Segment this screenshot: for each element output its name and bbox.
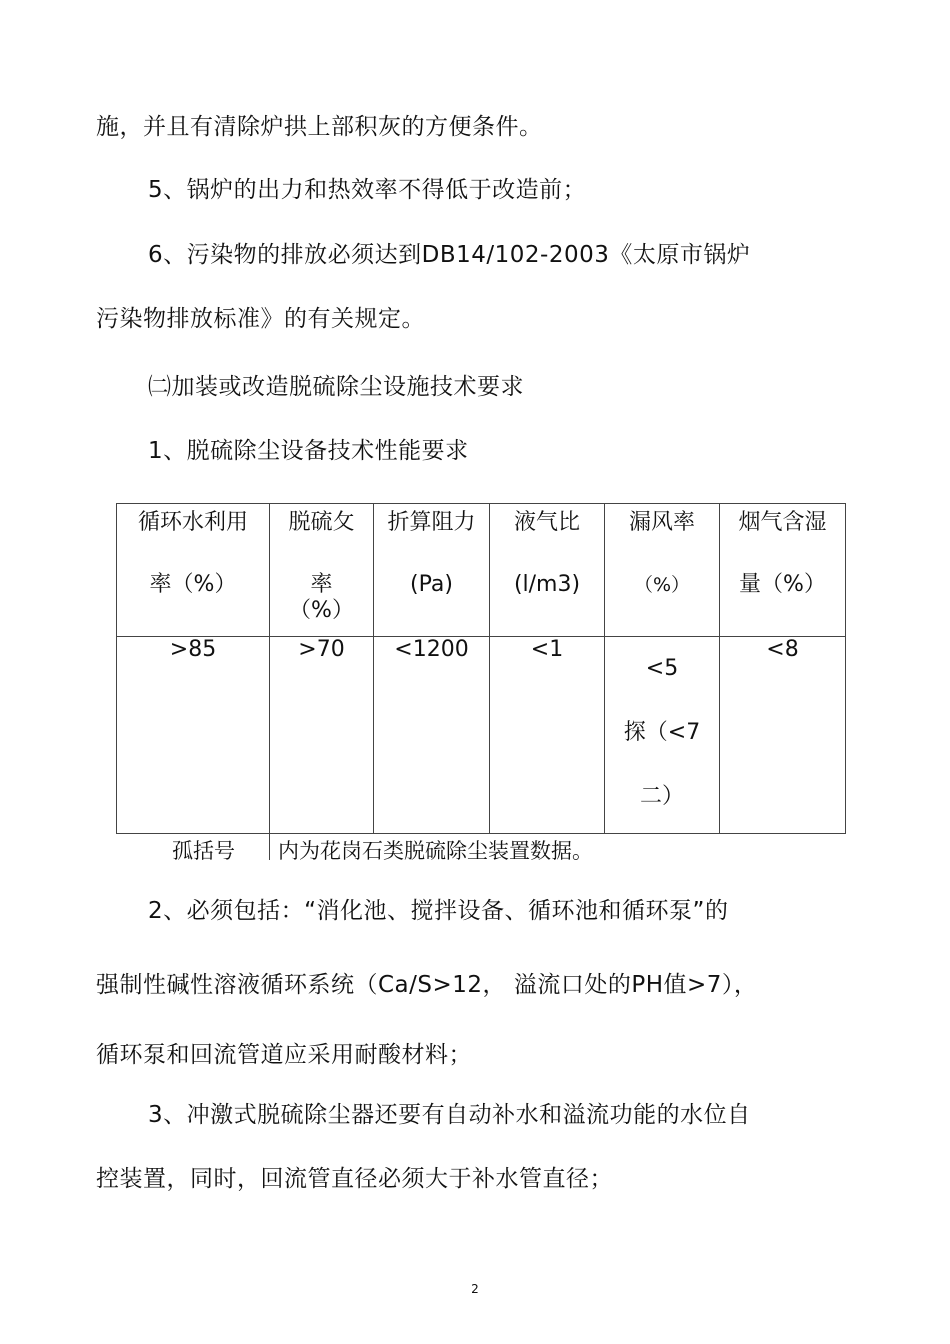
subsection-heading: 1、脱硫除尘设备技术性能要求: [148, 438, 469, 464]
paragraph-continuation: 施，并且有清除炉拱上部积灰的方便条件。: [96, 114, 543, 140]
header-cell: 折算阻力 (Pa): [374, 504, 490, 637]
paragraph-item-2-cont: 强制性碱性溶液循环系统（Ca/S>12， 溢流口处的PH值>7），: [96, 972, 758, 998]
value-cell: <8: [720, 637, 846, 834]
table-row: [117, 637, 846, 834]
value-cell: <1200: [374, 637, 490, 834]
table-note-right: 内为花岗石类脱硫除尘装置数据。: [278, 839, 593, 863]
paragraph-item-2: 2、必须包括：“消化池、搅拌设备、循环池和循环泵”的: [148, 898, 729, 924]
header-cell: 脱硫攵 率 （%）: [270, 504, 374, 637]
header-cell: 漏风率 （%）: [605, 504, 720, 637]
performance-table: [116, 503, 846, 834]
paragraph-item-2-cont2: 循环泵和回流管道应采用耐酸材料；: [96, 1042, 472, 1068]
header-cell: 烟气含湿 量（%）: [720, 504, 846, 637]
header-cell: 液气比 (l/m3): [490, 504, 605, 637]
paragraph-item-5: 5、锅炉的出力和热效率不得低于改造前；: [148, 177, 587, 203]
paragraph-item-6-cont: 污染物排放标准》的有关规定。: [96, 306, 425, 332]
page-number: 2: [471, 1282, 479, 1296]
paragraph-item-3: 3、冲激式脱硫除尘器还要有自动补水和溢流功能的水位自: [148, 1102, 751, 1128]
table-header-row: [117, 504, 846, 637]
paragraph-item-6: 6、污染物的排放必须达到DB14/102-2003《太原市锅炉: [148, 242, 751, 268]
header-cell: 循环水利用 率（%）: [117, 504, 270, 637]
value-cell: >85: [117, 637, 270, 834]
table-note-divider: [269, 834, 270, 860]
value-cell: >70: [270, 637, 374, 834]
section-heading: ㈡加装或改造脱硫除尘设施技术要求: [148, 374, 524, 400]
value-cell: <1: [490, 637, 605, 834]
paragraph-item-3-cont: 控装置，同时，回流管直径必须大于补水管直径；: [96, 1166, 613, 1192]
value-cell-leak: <5 探（<7 二）: [605, 637, 720, 834]
table-note-left: 孤括号: [172, 839, 235, 863]
